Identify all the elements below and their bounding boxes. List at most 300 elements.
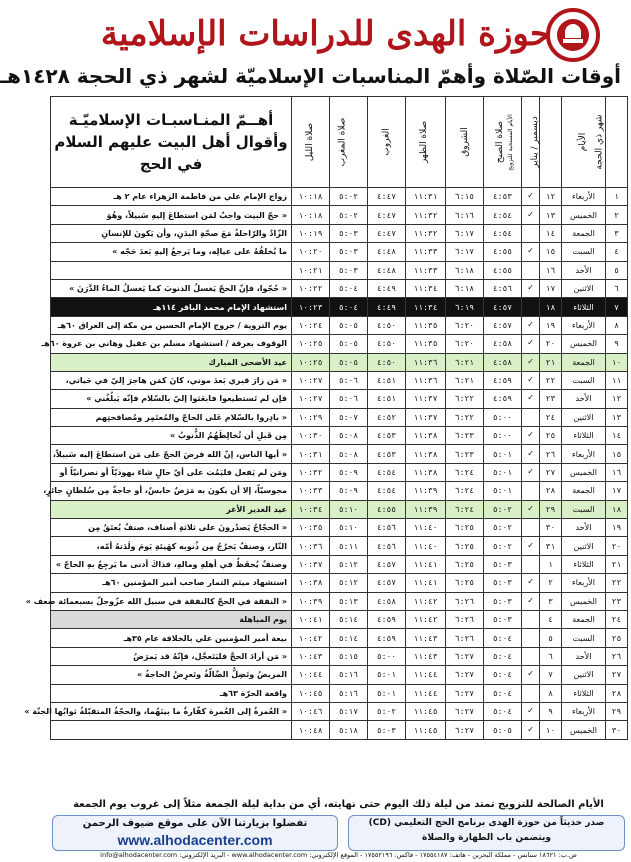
hijri-date-cell: ٧ xyxy=(606,298,628,316)
marriage-check-cell: ✓ xyxy=(522,243,540,261)
fajr-cell: ٥:٠٢ xyxy=(484,500,522,518)
fajr-cell: ٥:٠٣ xyxy=(484,555,522,573)
hijri-date-cell: ١٤ xyxy=(606,427,628,445)
table-row xyxy=(51,463,628,481)
col-sunset: الغروب xyxy=(368,97,406,188)
greg-date-cell: ٢٤ xyxy=(540,408,562,426)
fajr-cell: ٤:٥٦ xyxy=(484,279,522,297)
fajr-cell: ٤:٥٧ xyxy=(484,316,522,334)
table-row xyxy=(51,574,628,592)
night-prayer-cell: ١٠:٣٥ xyxy=(292,519,330,537)
fajr-cell: ٥:٠٤ xyxy=(484,647,522,665)
day-name-cell: الجمعة xyxy=(562,224,606,242)
marriage-check-cell: ✓ xyxy=(522,537,540,555)
table-row xyxy=(51,537,628,555)
sunset-cell: ٤:٥١ xyxy=(368,371,406,389)
greg-date-cell: ١٦ xyxy=(540,261,562,279)
night-prayer-cell: ١٠:٤٨ xyxy=(292,721,330,739)
day-name-cell: الاثنين xyxy=(562,666,606,684)
sunrise-cell: ٦:١٩ xyxy=(446,298,484,316)
day-name-cell: الأحد xyxy=(562,261,606,279)
night-prayer-cell: ١٠:٢٠ xyxy=(292,243,330,261)
fajr-cell: ٥:٠٠ xyxy=(484,427,522,445)
marriage-check-cell: ✓ xyxy=(522,721,540,739)
cd-announcement-line2: ويتضمن باب الطهارة والصلاة xyxy=(422,833,551,843)
maghrib-cell: ٥:١٧ xyxy=(330,702,368,720)
table-row xyxy=(51,647,628,665)
sunrise-cell: ٦:٢٤ xyxy=(446,463,484,481)
maghrib-cell: ٥:١٠ xyxy=(330,519,368,537)
maghrib-cell: ٥:٠٧ xyxy=(330,408,368,426)
cd-announcement-box xyxy=(348,815,625,851)
fajr-cell: ٥:٠٢ xyxy=(484,537,522,555)
hijri-date-cell: ١١ xyxy=(606,371,628,389)
hijri-date-cell: ٩ xyxy=(606,335,628,353)
greg-date-cell: ٢٧ xyxy=(540,463,562,481)
night-prayer-cell: ١٠:٢٧ xyxy=(292,371,330,389)
sunrise-cell: ٦:١٧ xyxy=(446,243,484,261)
maghrib-cell: ٥:٠٦ xyxy=(330,390,368,408)
night-prayer-cell: ١٠:١٩ xyxy=(292,224,330,242)
dhuhr-cell: ١١:٣٣ xyxy=(406,243,446,261)
marriage-check-cell xyxy=(522,298,540,316)
maghrib-cell: ٥:٠٥ xyxy=(330,316,368,334)
sunset-cell: ٤:٤٧ xyxy=(368,224,406,242)
hijri-date-cell: ١ xyxy=(606,188,628,206)
dhuhr-cell: ١١:٣٩ xyxy=(406,482,446,500)
night-prayer-cell: ١٠:٣٠ xyxy=(292,427,330,445)
col-greg-date: ديسمبر / يناير xyxy=(540,97,562,188)
occasion-cell: النّار، وصنفٌ يَخرُجُ مِن ذُنوبه كهَيئةِ يَومَ ولَدَتهُ أمّه، xyxy=(51,537,292,555)
fajr-cell: ٤:٥٣ xyxy=(484,188,522,206)
header xyxy=(0,0,631,96)
night-prayer-cell: ١٠:٣٣ xyxy=(292,482,330,500)
dhuhr-cell: ١١:٣٨ xyxy=(406,427,446,445)
table-row xyxy=(51,243,628,261)
greg-date-cell: ١٠ xyxy=(540,721,562,739)
day-name-cell: الجمعة xyxy=(562,482,606,500)
website-link[interactable]: www.alhodacenter.com xyxy=(117,832,273,848)
fajr-cell: ٥:٠٤ xyxy=(484,629,522,647)
fajr-cell: ٥:٠٣ xyxy=(484,574,522,592)
maghrib-cell: ٥:٠٥ xyxy=(330,353,368,371)
table-row xyxy=(51,261,628,279)
hijri-date-cell: ٢٧ xyxy=(606,666,628,684)
maghrib-cell: ٥:٠٩ xyxy=(330,482,368,500)
sunset-cell: ٤:٥٨ xyxy=(368,592,406,610)
table-row xyxy=(51,684,628,702)
marriage-check-cell: ✓ xyxy=(522,427,540,445)
dhuhr-cell: ١١:٤٥ xyxy=(406,721,446,739)
fajr-cell: ٥:٠٤ xyxy=(484,684,522,702)
maghrib-cell: ٥:٠٣ xyxy=(330,243,368,261)
greg-date-cell: ١٢ xyxy=(540,188,562,206)
night-prayer-cell: ١٠:٢٥ xyxy=(292,353,330,371)
occasion-cell: المريضُ وتَضِلُّ الضّالّةُ وتَعرِضُ الحاجةُ » xyxy=(51,666,292,684)
marriage-check-cell: ✓ xyxy=(522,353,540,371)
day-name-cell: الثلاثاء xyxy=(562,427,606,445)
greg-date-cell: ٢٥ xyxy=(540,427,562,445)
table-row xyxy=(51,316,628,334)
fajr-cell: ٥:٠٠ xyxy=(484,408,522,426)
greg-date-cell: ١٧ xyxy=(540,279,562,297)
dhuhr-cell: ١١:٣٨ xyxy=(406,445,446,463)
hijri-date-cell: ٢١ xyxy=(606,555,628,573)
maghrib-cell: ٥:١٠ xyxy=(330,500,368,518)
table-row xyxy=(51,702,628,720)
day-name-cell: السبت xyxy=(562,243,606,261)
greg-date-cell: ٢٦ xyxy=(540,445,562,463)
marriage-check-cell: ✓ xyxy=(522,574,540,592)
dhuhr-cell: ١١:٣٤ xyxy=(406,279,446,297)
night-prayer-cell: ١٠:١٨ xyxy=(292,206,330,224)
col-marriage-days: الأيام المستحبة للتزويج xyxy=(522,97,540,188)
sunset-cell: ٤:٥٠ xyxy=(368,316,406,334)
occasion-cell: يوم التروية / خروج الإمام الحسين من مكة إلى العراق ٦٠هـ xyxy=(51,316,292,334)
hijri-date-cell: ٢ xyxy=(606,206,628,224)
marriage-note-banner: الأيام الصالحة للتزويج تمتد من ليلة ذلك اليوم حتى نهايته، أي من بداية ليلة الجمعة مثلاً إلى غروب يوم الجمعة xyxy=(73,799,604,810)
maghrib-cell: ٥:١٦ xyxy=(330,684,368,702)
night-prayer-cell: ١٠:٣٦ xyxy=(292,537,330,555)
table-row xyxy=(51,721,628,739)
greg-date-cell: ١٨ xyxy=(540,298,562,316)
day-name-cell: السبت xyxy=(562,500,606,518)
marriage-check-cell xyxy=(522,261,540,279)
occasion-cell: « أيها الناس، إنّ الله فرضَ الحجّ على مَن استطاعَ إليه سَبيلاً، xyxy=(51,445,292,463)
fajr-cell: ٤:٥٤ xyxy=(484,224,522,242)
hijri-date-cell: ١٥ xyxy=(606,445,628,463)
night-prayer-cell: ١٠:٢١ xyxy=(292,261,330,279)
fajr-cell: ٥:٠٣ xyxy=(484,592,522,610)
greg-date-cell: ٥ xyxy=(540,629,562,647)
col-sunrise: الشروق xyxy=(446,97,484,188)
day-name-cell: الأربعاء xyxy=(562,445,606,463)
fajr-cell: ٤:٥٨ xyxy=(484,335,522,353)
dhuhr-cell: ١١:٤٣ xyxy=(406,629,446,647)
dhuhr-cell: ١١:٣٩ xyxy=(406,500,446,518)
maghrib-cell: ٥:٠٦ xyxy=(330,371,368,389)
day-name-cell: الخميس xyxy=(562,463,606,481)
day-name-cell: الجمعة xyxy=(562,610,606,628)
greg-date-cell: ٢٩ xyxy=(540,500,562,518)
hijri-date-cell: ٢٦ xyxy=(606,647,628,665)
col-maghrib: صلاة المغرب xyxy=(330,97,368,188)
sunset-cell: ٥:٠٠ xyxy=(368,647,406,665)
table-row xyxy=(51,500,628,518)
dhuhr-cell: ١١:٤٥ xyxy=(406,702,446,720)
marriage-check-cell: ✓ xyxy=(522,702,540,720)
dhuhr-cell: ١١:٣١ xyxy=(406,188,446,206)
col-hijri-date: شهر ذي الحجة xyxy=(606,97,628,188)
dhuhr-cell: ١١:٤٠ xyxy=(406,537,446,555)
greg-date-cell: ٢٣ xyxy=(540,390,562,408)
sunset-cell: ٤:٤٧ xyxy=(368,188,406,206)
sunrise-cell: ٦:٢٠ xyxy=(446,316,484,334)
marriage-check-cell: ✓ xyxy=(522,316,540,334)
greg-date-cell: ٣٠ xyxy=(540,519,562,537)
day-name-cell: الأربعاء xyxy=(562,316,606,334)
sunset-cell: ٤:٤٨ xyxy=(368,243,406,261)
sunrise-cell: ٦:٢٣ xyxy=(446,445,484,463)
day-name-cell: الاثنين xyxy=(562,408,606,426)
sunset-cell: ٥:٠٢ xyxy=(368,702,406,720)
hijri-date-cell: ١٩ xyxy=(606,519,628,537)
night-prayer-cell: ١٠:٣٤ xyxy=(292,500,330,518)
hijri-date-cell: ١٠ xyxy=(606,353,628,371)
logo-title: حوزة الهدى للدراسات الإسلامية xyxy=(100,14,551,54)
dhuhr-cell: ١١:٣٢ xyxy=(406,206,446,224)
occasion-cell: زواج الإمام علي من فاطمة الزهراء عام ٢ هـ xyxy=(51,188,292,206)
maghrib-cell: ٥:٠٩ xyxy=(330,463,368,481)
table-row xyxy=(51,390,628,408)
hijri-date-cell: ٢٨ xyxy=(606,684,628,702)
sunrise-cell: ٦:٢٥ xyxy=(446,519,484,537)
logo-emblem-icon xyxy=(546,8,600,62)
day-name-cell: الاثنين xyxy=(562,537,606,555)
table-row xyxy=(51,353,628,371)
maghrib-cell: ٥:١١ xyxy=(330,537,368,555)
dhuhr-cell: ١١:٣٧ xyxy=(406,408,446,426)
night-prayer-cell: ١٠:٢٢ xyxy=(292,279,330,297)
day-name-cell: الخميس xyxy=(562,335,606,353)
marriage-check-cell xyxy=(522,224,540,242)
dhuhr-cell: ١١:٤١ xyxy=(406,555,446,573)
hijri-date-cell: ٢٤ xyxy=(606,610,628,628)
website-invite-text: تفضلوا بزيارتنا الآن على موقع ضيوف الرحمن xyxy=(82,818,308,829)
sunrise-cell: ٦:٢٥ xyxy=(446,537,484,555)
sunrise-cell: ٦:٢٧ xyxy=(446,702,484,720)
maghrib-cell: ٥:١٤ xyxy=(330,629,368,647)
greg-date-cell: ٢٢ xyxy=(540,371,562,389)
marriage-check-cell xyxy=(522,555,540,573)
day-name-cell: الأحد xyxy=(562,519,606,537)
sunset-cell: ٤:٥٤ xyxy=(368,463,406,481)
sunrise-cell: ٦:١٥ xyxy=(446,188,484,206)
sunrise-cell: ٦:١٦ xyxy=(446,206,484,224)
occasion-cell xyxy=(51,261,292,279)
sunrise-cell: ٦:١٨ xyxy=(446,279,484,297)
dhuhr-cell: ١١:٣٢ xyxy=(406,224,446,242)
table-row xyxy=(51,224,628,242)
occasion-cell: « مَن زارَ قبري بَعدَ موتي، كانَ كمَن هاجرَ إليّ في حَياتي، xyxy=(51,371,292,389)
fajr-cell: ٤:٥٥ xyxy=(484,243,522,261)
sunset-cell: ٤:٥٧ xyxy=(368,555,406,573)
occasion-cell: ومَن لم يَفعل فليَمُت على أيّ حالٍ شاءَ يهوديّاً أو نصرانيّاً أو xyxy=(51,463,292,481)
marriage-check-cell: ✓ xyxy=(522,666,540,684)
dhuhr-cell: ١١:٤٣ xyxy=(406,647,446,665)
maghrib-cell: ٥:٠٤ xyxy=(330,279,368,297)
maghrib-cell: ٥:٠٣ xyxy=(330,261,368,279)
hijri-date-cell: ١٨ xyxy=(606,500,628,518)
table-row xyxy=(51,666,628,684)
dhuhr-cell: ١١:٤٢ xyxy=(406,592,446,610)
occasion-cell: فإن لم تَستطيعوا فابعَثوا إليّ بالسّلام فإنّه يَبلُغُني » xyxy=(51,390,292,408)
sunset-cell: ٤:٥٥ xyxy=(368,500,406,518)
hijri-date-cell: ١٧ xyxy=(606,482,628,500)
table-body xyxy=(24,188,628,740)
dhuhr-cell: ١١:٣٣ xyxy=(406,261,446,279)
occasion-cell: استشهاد ميثم التمار صاحب أمير المؤمنين ٦٠هـ xyxy=(51,574,292,592)
hijri-date-cell: ٣٠ xyxy=(606,721,628,739)
night-prayer-cell: ١٠:١٨ xyxy=(292,188,330,206)
occasion-cell: استشهاد الإمام محمد الباقر ١١٤هـ xyxy=(51,298,292,316)
night-prayer-cell: ١٠:٢٩ xyxy=(292,408,330,426)
hijri-date-cell: ١٢ xyxy=(606,390,628,408)
night-prayer-cell: ١٠:٤١ xyxy=(292,610,330,628)
fajr-cell: ٤:٥٩ xyxy=(484,390,522,408)
hijri-date-cell: ١٦ xyxy=(606,463,628,481)
hijri-date-cell: ٢٠ xyxy=(606,537,628,555)
marriage-check-cell xyxy=(522,408,540,426)
sunset-cell: ٤:٥٩ xyxy=(368,610,406,628)
marriage-check-cell: ✓ xyxy=(522,445,540,463)
dhuhr-cell: ١١:٣٨ xyxy=(406,463,446,481)
day-name-cell: الخميس xyxy=(562,592,606,610)
marriage-check-cell: ✓ xyxy=(522,371,540,389)
sunset-cell: ٤:٥٢ xyxy=(368,408,406,426)
sunrise-cell: ٦:٢١ xyxy=(446,371,484,389)
marriage-check-cell: ✓ xyxy=(522,279,540,297)
marriage-check-cell xyxy=(522,629,540,647)
maghrib-cell: ٥:٠٢ xyxy=(330,206,368,224)
hijri-date-cell: ٢٢ xyxy=(606,574,628,592)
dhuhr-cell: ١١:٤٠ xyxy=(406,519,446,537)
maghrib-cell: ٥:٠٨ xyxy=(330,427,368,445)
day-name-cell: السبت xyxy=(562,629,606,647)
fajr-cell: ٤:٥٩ xyxy=(484,371,522,389)
night-prayer-cell: ١٠:٣١ xyxy=(292,445,330,463)
dhuhr-cell: ١١:٣٤ xyxy=(406,298,446,316)
occasion-cell: « مَن أرادَ الحجَّ فليَتَعجَّل، فإنّهُ قد يَمرَضُ xyxy=(51,647,292,665)
sunset-cell: ٤:٥٦ xyxy=(368,537,406,555)
marriage-check-cell xyxy=(522,684,540,702)
maghrib-cell: ٥:٠٨ xyxy=(330,445,368,463)
dhuhr-cell: ١١:٣٦ xyxy=(406,353,446,371)
greg-date-cell: ١ xyxy=(540,555,562,573)
sunset-cell: ٤:٥٠ xyxy=(368,353,406,371)
greg-date-cell: ٩ xyxy=(540,702,562,720)
table-row xyxy=(51,427,628,445)
table-row xyxy=(51,610,628,628)
col-day: الأيام xyxy=(562,97,606,188)
sunrise-cell: ٦:١٨ xyxy=(446,261,484,279)
night-prayer-cell: ١٠:٢٤ xyxy=(292,316,330,334)
sunrise-cell: ٦:٢٣ xyxy=(446,427,484,445)
occasion-cell: « حُجّوا، فإنّ الحجّ يَغسلُ الذنوبَ كما يَغسلُ الماءُ الدَّرَنَ » xyxy=(51,279,292,297)
occasion-cell: يوم المباهلة xyxy=(51,610,292,628)
sunset-cell: ٤:٤٩ xyxy=(368,279,406,297)
greg-date-cell: ٢١ xyxy=(540,353,562,371)
marriage-check-cell: ✓ xyxy=(522,188,540,206)
night-prayer-cell: ١٠:٢٣ xyxy=(292,298,330,316)
occasion-cell: عيد الغدير الأغر xyxy=(51,500,292,518)
day-name-cell: الخميس xyxy=(562,206,606,224)
day-name-cell: الثلاثاء xyxy=(562,684,606,702)
night-prayer-cell: ١٠:٤٥ xyxy=(292,684,330,702)
dhuhr-cell: ١١:٣٥ xyxy=(406,316,446,334)
sunset-cell: ٤:٥٧ xyxy=(368,574,406,592)
marriage-check-cell xyxy=(522,647,540,665)
col-occasions: أهــمّ المنـاسبـات الإسلاميّـة وأقوال أهل البيت عليهم السلام في الحج xyxy=(51,97,292,188)
day-name-cell: الاثنين xyxy=(562,279,606,297)
greg-date-cell: ١٩ xyxy=(540,316,562,334)
fajr-cell: ٤:٥٨ xyxy=(484,353,522,371)
sunrise-cell: ٦:٢٧ xyxy=(446,647,484,665)
marriage-check-cell: ✓ xyxy=(522,335,540,353)
occasion-cell: « الحجّاجُ يَصدُرونَ على ثلاثةِ أصناف، صنفٌ يُعتَقُ مِن xyxy=(51,519,292,537)
dhuhr-cell: ١١:٣٧ xyxy=(406,390,446,408)
day-name-cell: الجمعة xyxy=(562,353,606,371)
table-header-row xyxy=(51,97,628,188)
dhuhr-cell: ١١:٤٢ xyxy=(406,610,446,628)
table-row xyxy=(51,188,628,206)
greg-date-cell: ٨ xyxy=(540,684,562,702)
day-name-cell: الأحد xyxy=(562,647,606,665)
day-name-cell: السبت xyxy=(562,371,606,389)
sunset-cell: ٤:٤٨ xyxy=(368,261,406,279)
fajr-cell: ٥:٠٢ xyxy=(484,519,522,537)
maghrib-cell: ٥:٠٢ xyxy=(330,188,368,206)
marriage-check-cell xyxy=(522,610,540,628)
maghrib-cell: ٥:١٨ xyxy=(330,721,368,739)
sunrise-cell: ٦:٢٧ xyxy=(446,684,484,702)
page-heading: أوقات الصّلاة وأهمّ المناسبات الإسلاميّة لشهر ذي الحجة ١٤٢٨هـ xyxy=(0,64,621,88)
night-prayer-cell: ١٠:٤٦ xyxy=(292,702,330,720)
occasion-cell: وصنفٌ يُحفَظُ في أهلهِ ومالهِ، فذاكَ أدنى ما يَرجِعُ بهِ الحاجّ » xyxy=(51,555,292,573)
sunset-cell: ٤:٥٦ xyxy=(368,519,406,537)
occasion-cell: الزّادُ والرّاحلةُ مَعَ صحّةِ البدَنِ، وأن يَكونَ للإنسانِ xyxy=(51,224,292,242)
day-name-cell: الأربعاء xyxy=(562,574,606,592)
fajr-cell: ٥:٠٤ xyxy=(484,666,522,684)
sunset-cell: ٤:٤٩ xyxy=(368,298,406,316)
night-prayer-cell: ١٠:٤٢ xyxy=(292,629,330,647)
sunset-cell: ٥:٠١ xyxy=(368,666,406,684)
marriage-check-cell: ✓ xyxy=(522,592,540,610)
dhuhr-cell: ١١:٣٦ xyxy=(406,371,446,389)
sunset-cell: ٤:٥٤ xyxy=(368,482,406,500)
fajr-cell: ٤:٥٥ xyxy=(484,261,522,279)
sunrise-cell: ٦:٢٧ xyxy=(446,666,484,684)
contact-info: ص.ب: ١٨٦٢١ سنابس - مملكة البحرين - هاتف: ١٧٥٥٤١٨٧ - فاكس: ١٧٥٥٢١٩٦ - الموقع الإلكتروني: www.alhodacenter.com - البريد الإلكتروني: info@alhodacenter.com xyxy=(100,851,577,859)
sunrise-cell: ٦:٢٦ xyxy=(446,629,484,647)
hijri-date-cell: ٢٣ xyxy=(606,592,628,610)
hijri-date-cell: ٢٩ xyxy=(606,702,628,720)
greg-date-cell: ٣١ xyxy=(540,537,562,555)
day-name-cell: الثلاثاء xyxy=(562,555,606,573)
marriage-check-cell: ✓ xyxy=(522,463,540,481)
occasion-cell: مِن قَبلِ أن تُخالِطَهُمُ الذُّنوبُ » xyxy=(51,427,292,445)
occasion-cell: « حجّ البيت واجبٌ لمَن استطاعَ إليهِ سَبيلاً، وهُوَ xyxy=(51,206,292,224)
greg-date-cell: ٤ xyxy=(540,610,562,628)
col-night-prayer: صلاة الليل xyxy=(292,97,330,188)
maghrib-cell: ٥:٠٤ xyxy=(330,298,368,316)
maghrib-cell: ٥:١٢ xyxy=(330,555,368,573)
sunset-cell: ٥:٠١ xyxy=(368,684,406,702)
dhuhr-cell: ١١:٤٤ xyxy=(406,666,446,684)
table-row xyxy=(51,408,628,426)
night-prayer-cell: ١٠:٤٣ xyxy=(292,647,330,665)
dhuhr-cell: ١١:٣٥ xyxy=(406,335,446,353)
prayer-times-table xyxy=(24,96,628,740)
table-row xyxy=(51,371,628,389)
occasion-cell: بيعة أمير المؤمنين علي بالخلافة عام ٣٥هـ xyxy=(51,629,292,647)
maghrib-cell: ٥:١٤ xyxy=(330,610,368,628)
col-dhuhr: صلاة الظهر xyxy=(406,97,446,188)
dhuhr-cell: ١١:٤٤ xyxy=(406,684,446,702)
sunset-cell: ٤:٥٠ xyxy=(368,335,406,353)
sunrise-cell: ٦:١٧ xyxy=(446,224,484,242)
sunrise-cell: ٦:٢٢ xyxy=(446,408,484,426)
